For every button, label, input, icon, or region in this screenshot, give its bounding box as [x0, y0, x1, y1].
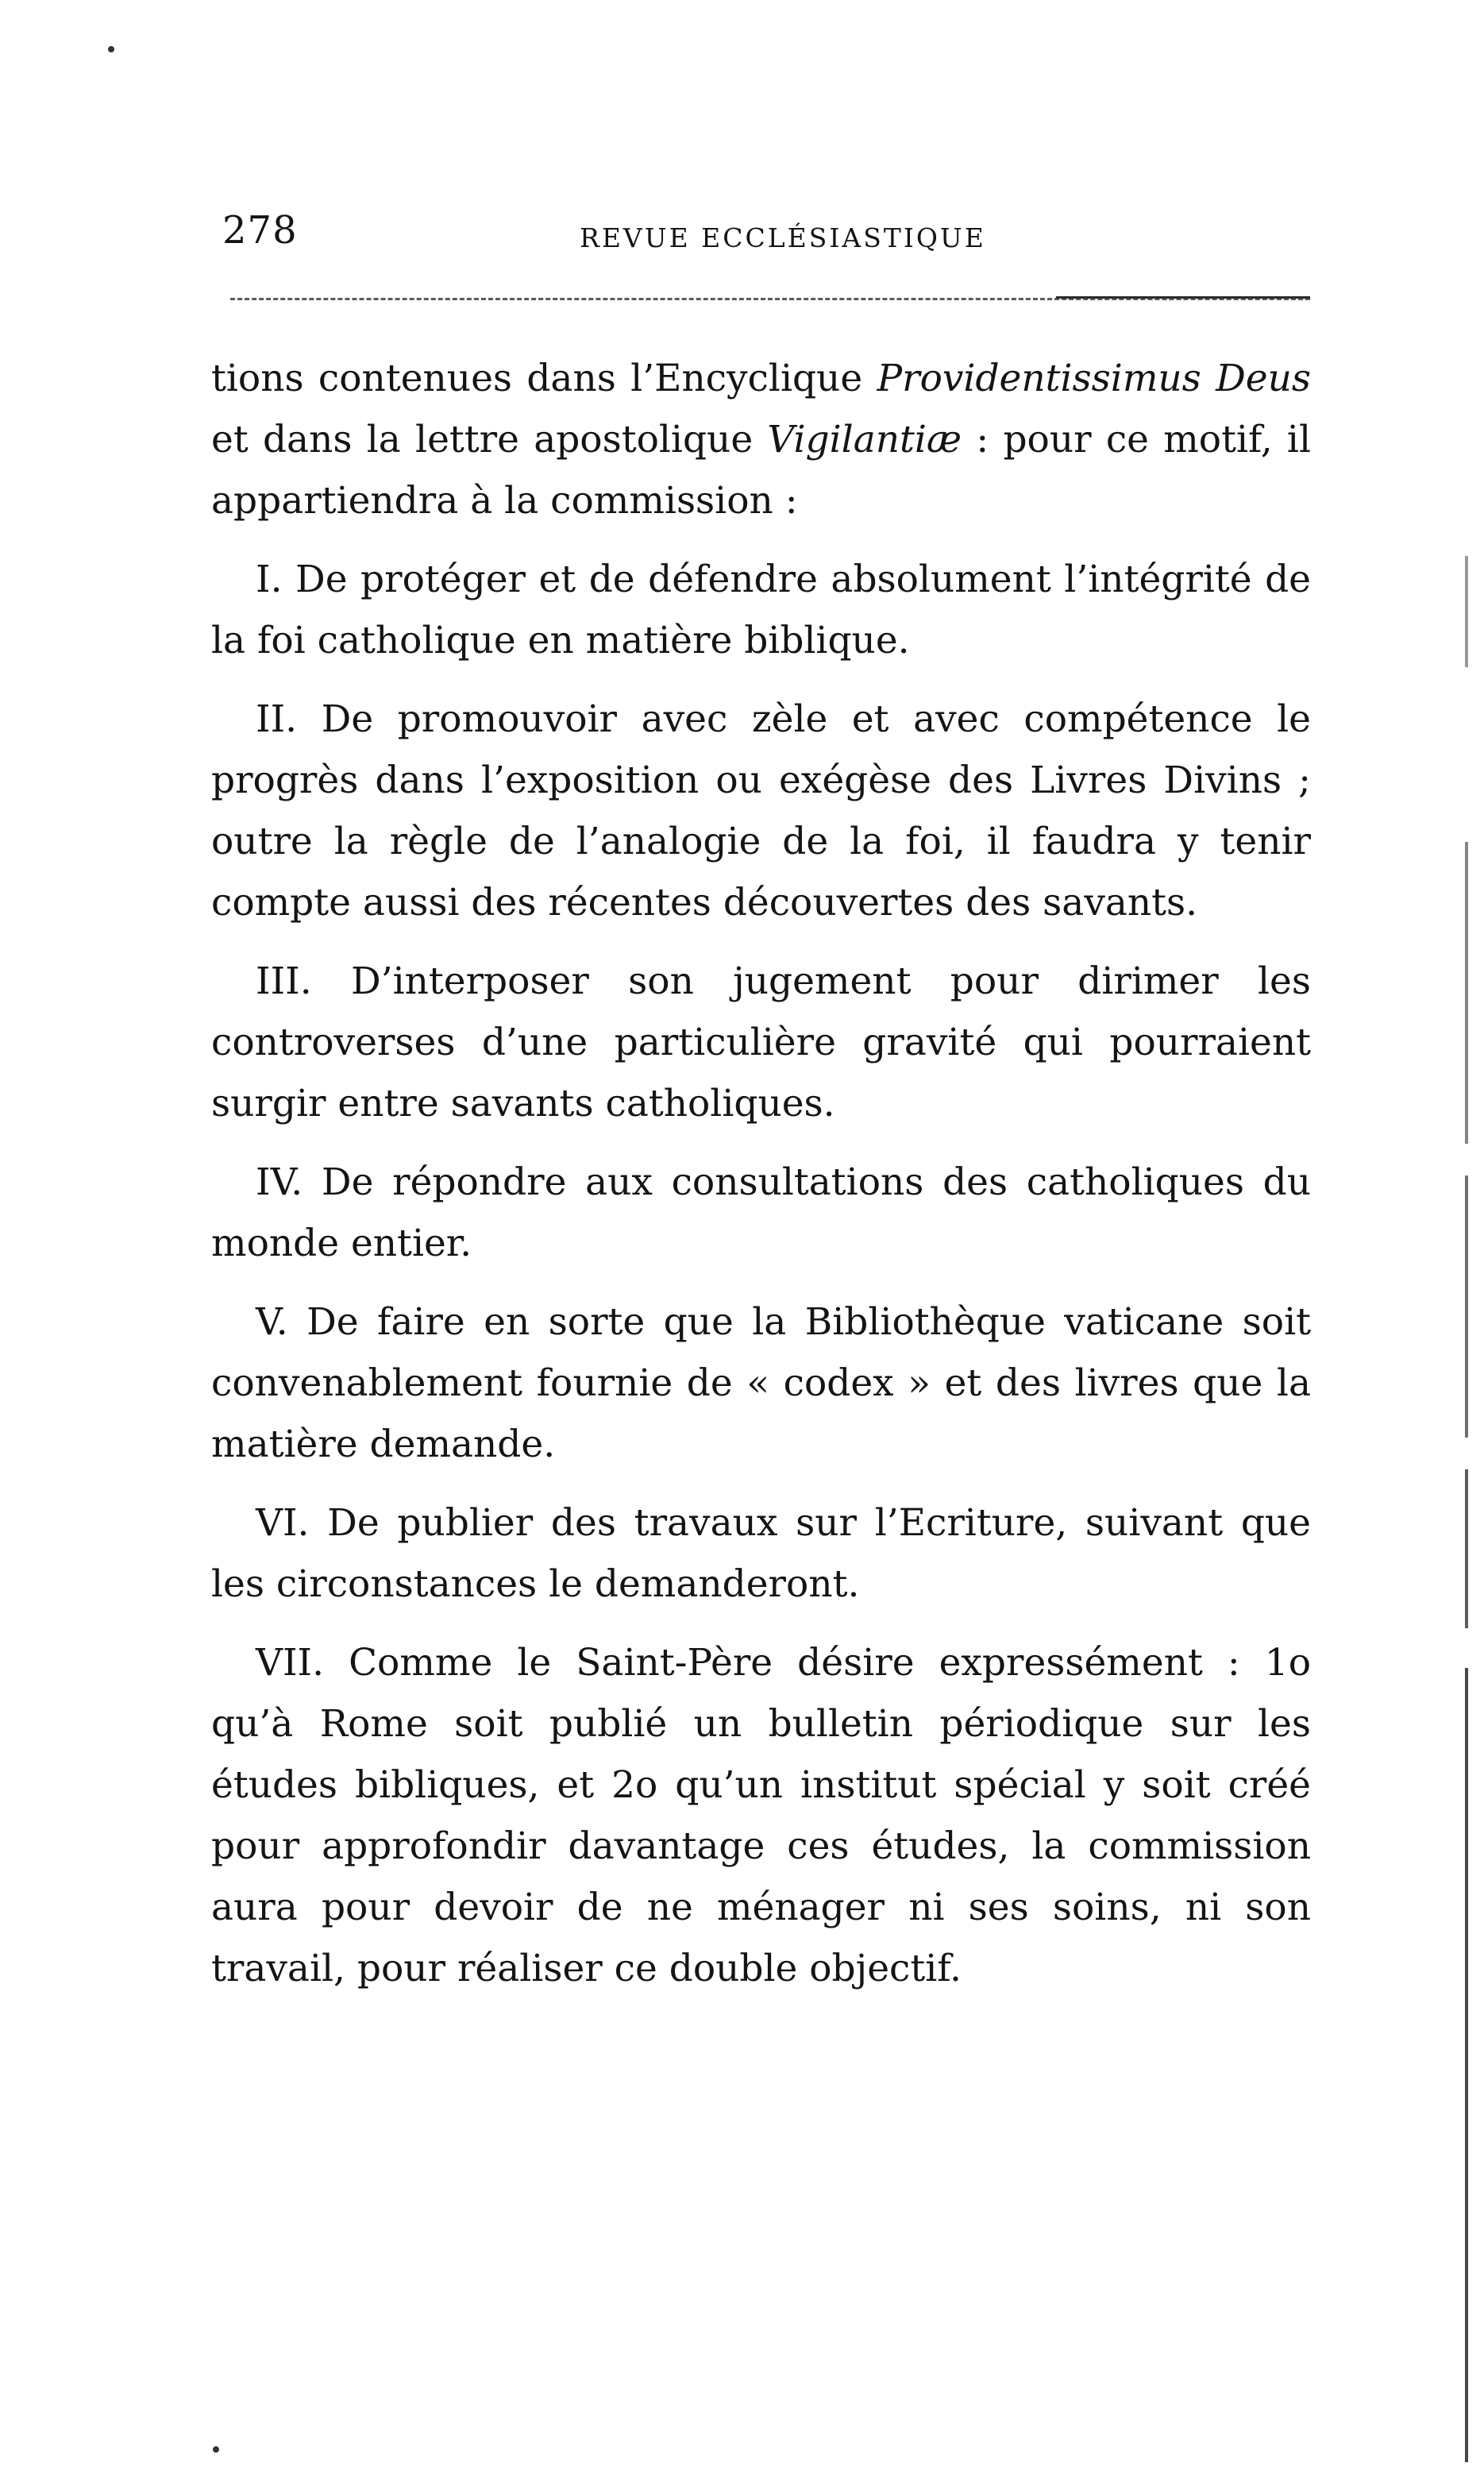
body-text: [211, 348, 1311, 2017]
page-edge-shadow: [1465, 842, 1468, 1144]
page-edge-shadow: [1465, 1668, 1468, 2462]
list-item-v: V. De faire en sorte que la Bibliothèque vaticane soit convenablement fournie de « codex » et des livres que la matière demande.: [211, 1300, 1311, 1466]
list-item-ii: II. De promouvoir avec zèle et avec compétence le progrès dans l’exposition ou exégèse des Livres Divins ; outre la règle de l’analogie de la foi, il faudra y tenir compte aussi des récentes découvertes des savants.: [211, 697, 1311, 925]
intro-text-2: et dans la lettre apostolique: [211, 418, 768, 461]
intro-paragraph: [211, 348, 1311, 531]
list-item-vi: VI. De publier des travaux sur l’Ecriture, suivant que les circonstances le demanderont.: [211, 1501, 1311, 1606]
scan-speck: [108, 46, 114, 52]
running-head: REVUE ECCLÉSIASTIQUE: [580, 222, 986, 253]
intro-text-1: tions contenues dans l’Encyclique: [211, 357, 877, 400]
header-rule-segment: [1056, 296, 1310, 299]
page-edge-shadow: [1465, 1175, 1468, 1438]
list-item-vii: VII. Comme le Saint-Père désire expressément : 1o qu’à Rome soit publié un bulletin périodique sur les études bibliques, et 2o qu’un institut spécial y soit créé pour approfondir davantage ces études, la commission aura pour devoir de ne ménager ni ses soins, ni son travail, pour réaliser ce double objectif.: [211, 1641, 1311, 1990]
page-edge-shadow: [1465, 1469, 1468, 1628]
scan-speck: [213, 2446, 219, 2453]
encyclical-title: Providentissimus Deus: [877, 357, 1311, 400]
list-item-iv: IV. De répondre aux consultations des catholiques du monde entier.: [211, 1160, 1311, 1265]
intro-text-3: : pour ce motif, il appartiendra à la commission :: [211, 418, 1311, 523]
page-number: 278: [222, 208, 298, 253]
page-edge-shadow: [1465, 556, 1468, 667]
apostolic-letter-title: Vigilantiæ: [767, 418, 962, 461]
list-item-i: I. De protéger et de défendre absolument l’intégrité de la foi catholique en matière biblique.: [211, 558, 1311, 662]
list-item-iii: III. D’interposer son jugement pour dirimer les controverses d’une particulière gravité qui pourraient surgir entre savants catholiques.: [211, 959, 1311, 1125]
